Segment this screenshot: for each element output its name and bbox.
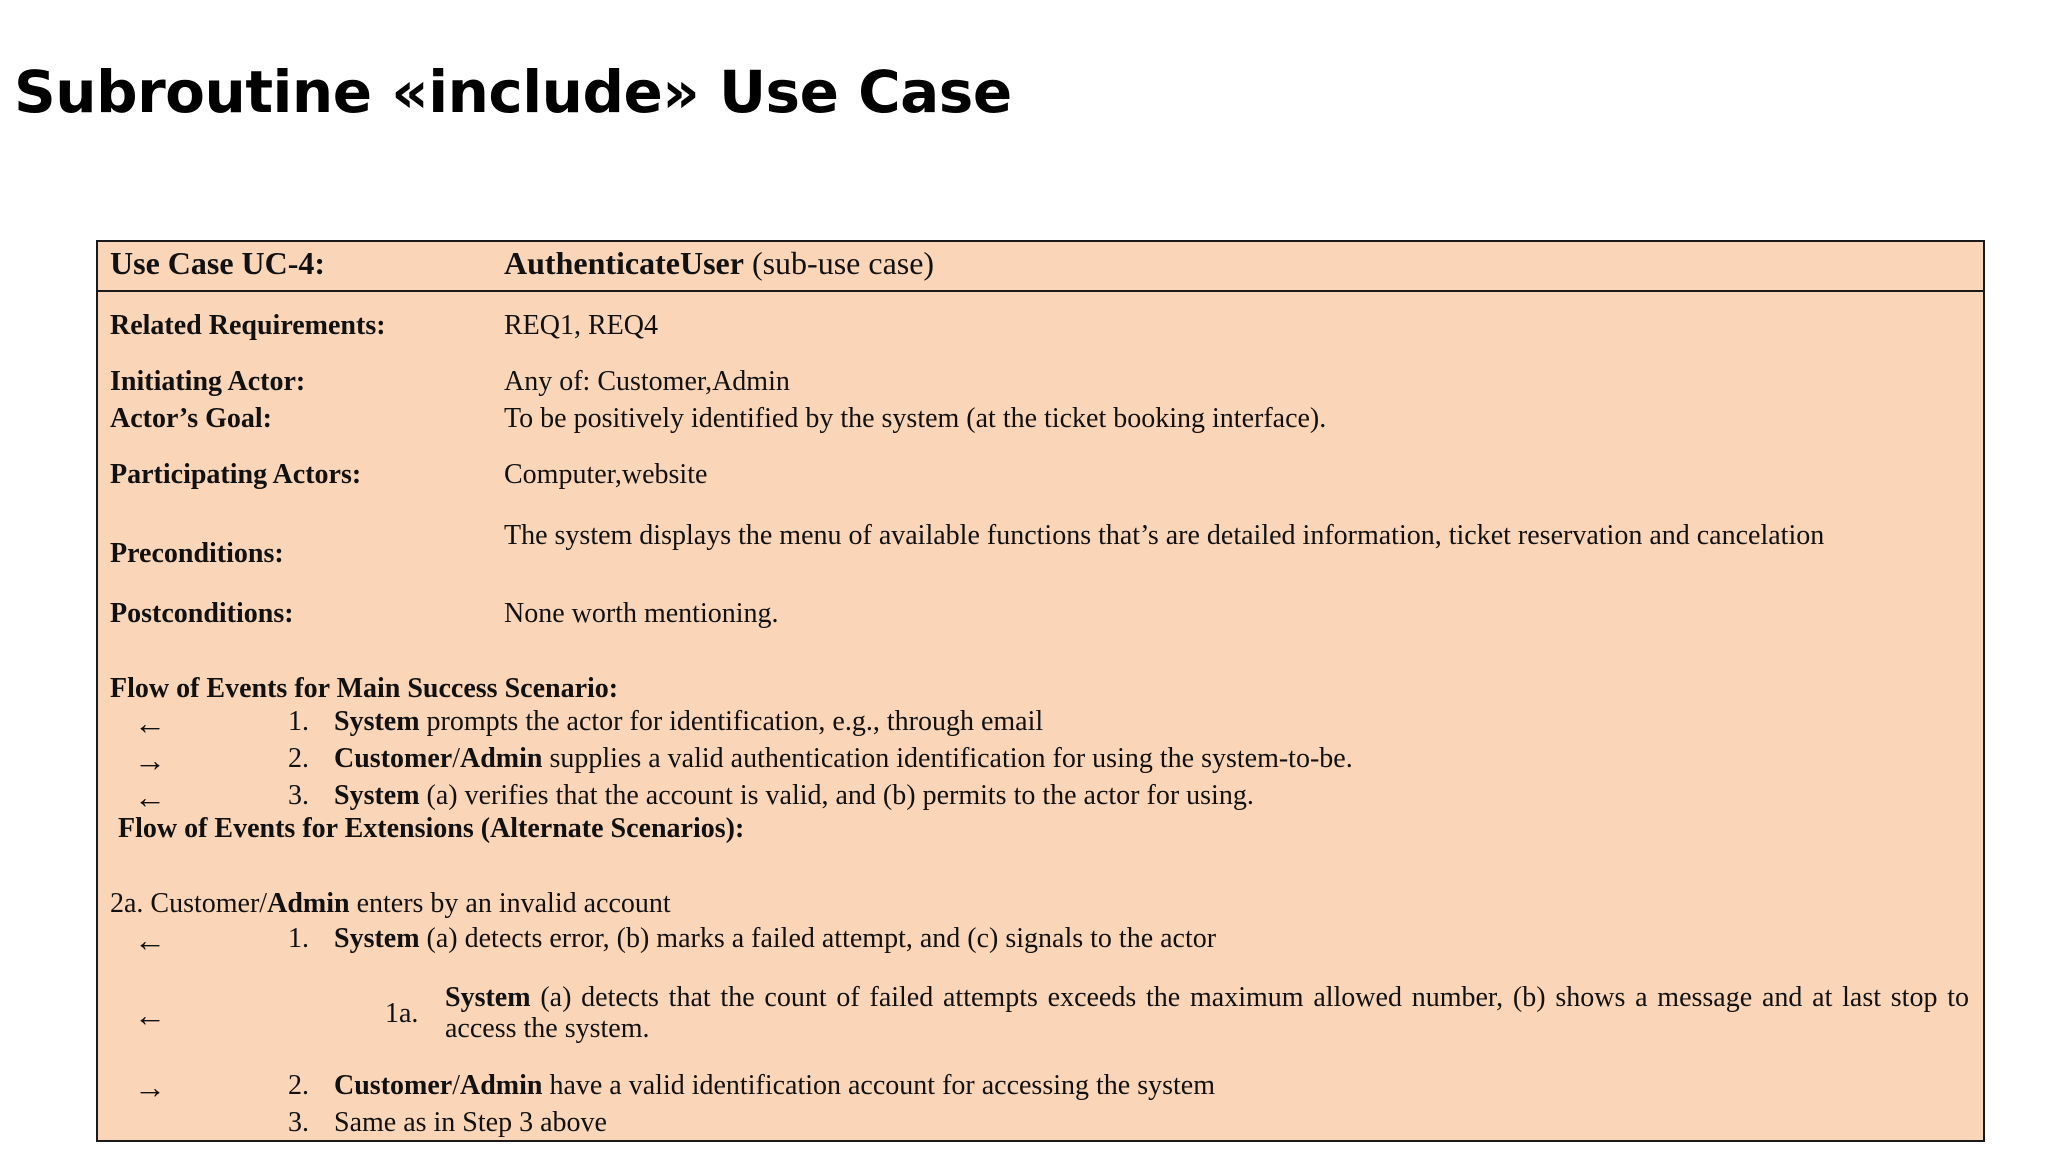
step-number: 2. <box>288 1070 309 1101</box>
extension-prefix: 2a. Customer/ <box>110 888 268 919</box>
use-case-name: AuthenticateUser <box>504 245 744 281</box>
actor-goal-value: To be positively identified by the system (at the ticket booking interface). <box>504 403 1327 434</box>
use-case-title <box>504 245 934 282</box>
related-requirements-label: Related Requirements: <box>110 310 386 341</box>
extension-step-3: Same as in Step 3 above <box>334 1107 607 1138</box>
extension-2a <box>110 888 671 920</box>
postconditions-value: None worth mentioning. <box>504 598 779 629</box>
step-text: have a valid identification account for accessing the system <box>542 1070 1215 1101</box>
arrow-left-icon: ← <box>134 922 166 958</box>
step-actor-2: Admin <box>459 1070 543 1101</box>
initiating-actor-label: Initiating Actor: <box>110 366 306 397</box>
use-case-header <box>98 242 1983 292</box>
step-text: (a) verifies that the account is valid, and (b) permits to the actor for using. <box>419 780 1254 811</box>
main-step-3 <box>334 780 1254 812</box>
step-number: 2. <box>288 743 309 774</box>
step-separator: / <box>452 1070 460 1101</box>
extension-text: enters by an invalid account <box>349 888 671 919</box>
use-case-table <box>96 240 1985 1142</box>
step-actor: System <box>334 923 420 954</box>
arrow-right-icon: → <box>134 1069 166 1105</box>
step-text: (a) detects error, (b) marks a failed attempt, and (c) signals to the actor <box>419 923 1217 954</box>
step-actor: Customer <box>334 1070 453 1101</box>
arrow-left-icon: ← <box>134 779 166 815</box>
step-text: supplies a valid authentication identification for using the system-to-be. <box>542 743 1353 774</box>
main-step-2 <box>334 743 1353 775</box>
step-actor: System <box>334 780 420 811</box>
step-number: 1. <box>288 706 309 737</box>
participating-actors-value: Computer,website <box>504 459 708 490</box>
extension-actor: Admin <box>267 888 350 919</box>
main-flow-heading: Flow of Events for Main Success Scenario: <box>110 673 619 704</box>
arrow-left-icon: ← <box>134 705 166 741</box>
step-number: 3. <box>288 780 309 811</box>
step-number: 3. <box>288 1107 309 1138</box>
step-separator: / <box>452 743 460 774</box>
participating-actors-label: Participating Actors: <box>110 459 362 490</box>
postconditions-label: Postconditions: <box>110 598 294 629</box>
main-step-1 <box>334 706 1043 738</box>
use-case-id-label: Use Case UC-4: <box>110 245 326 281</box>
arrow-left-icon: ← <box>134 997 166 1033</box>
extension-step-2 <box>334 1070 1215 1102</box>
step-actor: System <box>445 982 531 1013</box>
step-actor: Customer <box>334 743 453 774</box>
actor-goal-label: Actor’s Goal: <box>110 403 272 434</box>
step-number: 1. <box>288 923 309 954</box>
step-text: prompts the actor for identification, e.g., through email <box>419 706 1044 737</box>
preconditions-label: Preconditions: <box>110 538 284 569</box>
step-actor: System <box>334 706 420 737</box>
step-number: 1a. <box>385 998 419 1029</box>
step-actor-2: Admin <box>459 743 543 774</box>
extension-step-1a <box>445 982 1969 1044</box>
extensions-heading: Flow of Events for Extensions (Alternate Scenarios): <box>118 813 745 844</box>
slide-title: Subroutine «include» Use Case <box>14 58 1012 126</box>
preconditions-value: The system displays the menu of available functions that’s are detailed information, ticket reservation and cancelation <box>504 520 1825 551</box>
use-case-suffix: (sub-use case) <box>743 245 935 281</box>
extension-step-1 <box>334 923 1216 955</box>
initiating-actor-value: Any of: Customer,Admin <box>504 366 790 397</box>
related-requirements-value: REQ1, REQ4 <box>504 310 658 341</box>
arrow-right-icon: → <box>134 742 166 778</box>
step-text: (a) detects that the count of failed attempts exceeds the maximum allowed number, (b) shows a message and at last stop to access the system. <box>445 982 1969 1044</box>
